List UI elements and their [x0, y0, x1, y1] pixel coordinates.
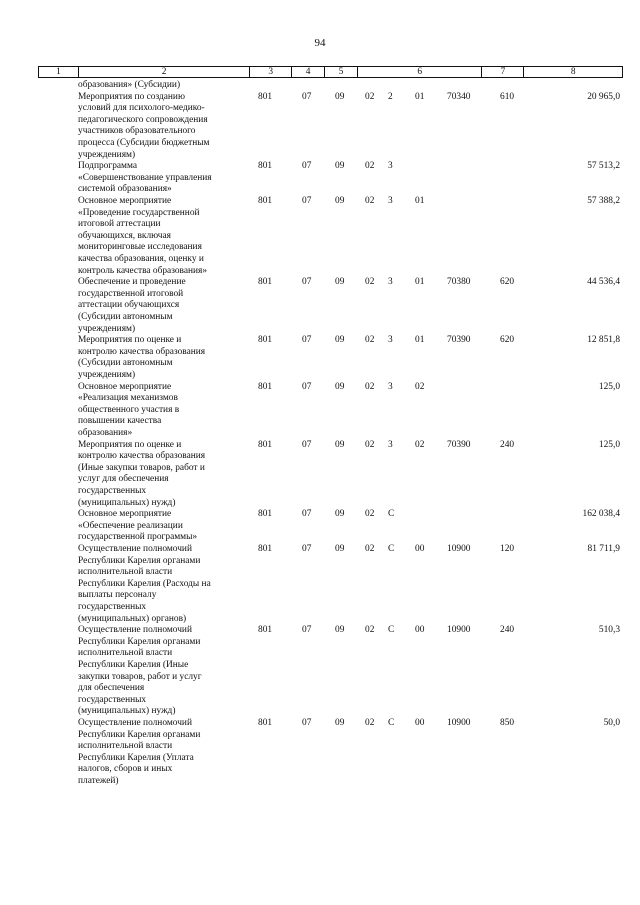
- cell-amount: 44 536,4: [587, 277, 620, 288]
- cell-col6-program: 02: [365, 196, 375, 206]
- cell-col7: 120: [500, 544, 515, 554]
- cell-name-line: Республики Карелия органами: [78, 555, 201, 566]
- cell-name-line: процесса (Субсидии бюджетным: [78, 137, 210, 148]
- cell-col6-program: 02: [365, 509, 375, 520]
- cell-name: [78, 625, 248, 718]
- cell-name-line: контролю качества образования: [78, 451, 206, 462]
- cell-col6-program: 02: [365, 544, 375, 554]
- cell-col5: 09: [335, 544, 345, 554]
- cell-name-line: повышении качества: [78, 416, 162, 427]
- cell-col6-direction: 10900: [447, 718, 471, 728]
- cell-col5: 09: [335, 196, 345, 206]
- cell-name-line: услуг для обеспечения: [78, 474, 169, 485]
- cell-name-line: Осуществление полномочий: [78, 544, 192, 554]
- cell-name-line: аттестации обучающихся: [78, 300, 180, 311]
- cell-name-line: обучающихся, включая: [78, 230, 171, 241]
- cell-name-line: качества образования, оценку и: [78, 253, 204, 264]
- cell-name-line: закупки товаров, работ и услуг: [78, 671, 202, 682]
- table-header: [38, 66, 623, 78]
- cell-name-line: общественного участия в: [78, 404, 180, 415]
- cell-name-line: мониторинговые исследования: [78, 242, 202, 253]
- cell-col6-event: 01: [415, 277, 425, 288]
- cell-name-line: учреждениям): [78, 369, 136, 380]
- cell-col6-direction: 70380: [447, 277, 471, 288]
- cell-name-line: системой образования»: [78, 184, 172, 195]
- cell-name: [78, 92, 248, 162]
- cell-col4: 07: [302, 544, 312, 554]
- cell-col6-program: 02: [365, 625, 375, 636]
- cell-col6-subprogram: 3: [388, 161, 393, 172]
- header-col-7: 7: [482, 67, 524, 77]
- cell-col4: 07: [302, 439, 312, 450]
- cell-col6-direction: 10900: [447, 625, 471, 636]
- cell-name-line: государственных: [78, 601, 147, 612]
- cell-name-line: (Иные закупки товаров, работ и: [78, 462, 205, 473]
- cell-name-line: педагогического сопровождения: [78, 114, 208, 125]
- cell-col6-event: 01: [415, 335, 425, 346]
- cell-name-line: участников образовательного: [78, 126, 196, 137]
- cell-amount: 81 711,9: [587, 544, 620, 554]
- cell-col3: 801: [258, 439, 273, 450]
- cell-col5: 09: [335, 277, 345, 288]
- cell-col6-event: 02: [415, 381, 425, 392]
- cell-name-line: контролю качества образования: [78, 346, 206, 357]
- cell-col6-program: 02: [365, 439, 375, 450]
- cell-col6-event: 02: [415, 439, 425, 450]
- cell-col3: 801: [258, 718, 273, 728]
- cell-name-line: Мероприятия по созданию: [78, 91, 185, 102]
- cell-col6-subprogram: С: [388, 509, 395, 520]
- cell-name: [78, 161, 248, 196]
- cell-name-line: исполнительной власти: [78, 567, 173, 578]
- cell-name-line: образования» (Субсидии): [78, 80, 181, 90]
- header-col-6: 6: [358, 67, 483, 77]
- cell-col5: 09: [335, 509, 345, 520]
- cell-col6-subprogram: 2: [388, 91, 393, 102]
- cell-col5: 09: [335, 91, 345, 102]
- cell-name-line: учреждениям): [78, 323, 136, 334]
- header-col-3: 3: [250, 67, 292, 77]
- cell-name-line: образования»: [78, 427, 133, 438]
- cell-name-line: контроль качества образования»: [78, 265, 208, 276]
- cell-amount: 57 513,2: [587, 161, 620, 172]
- cell-col7: 620: [500, 277, 515, 288]
- cell-col4: 07: [302, 381, 312, 392]
- cell-name-line: Мероприятия по оценке и: [78, 439, 182, 450]
- cell-name-line: «Совершенствование управления: [78, 172, 212, 183]
- cell-col6-subprogram: 3: [388, 381, 393, 392]
- cell-col5: 09: [335, 718, 345, 728]
- header-col-1: 1: [39, 67, 79, 77]
- cell-col7: 240: [500, 625, 515, 636]
- cell-col6-subprogram: 3: [388, 196, 393, 206]
- cell-col4: 07: [302, 91, 312, 102]
- cell-col4: 07: [302, 509, 312, 520]
- cell-name-line: (муниципальных) нужд): [78, 497, 176, 508]
- cell-col4: 07: [302, 718, 312, 728]
- cell-name-line: Республики Карелия (Уплата: [78, 752, 194, 763]
- header-col-8: 8: [570, 67, 576, 77]
- cell-name-line: Осуществление полномочий: [78, 718, 192, 728]
- cell-name-line: «Проведение государственной: [78, 207, 200, 218]
- cell-col4: 07: [302, 277, 312, 288]
- cell-col6-subprogram: С: [388, 544, 395, 554]
- cell-name-line: Республики Карелия органами: [78, 729, 201, 740]
- cell-amount: 20 965,0: [587, 91, 620, 102]
- cell-amount: 125,0: [598, 439, 620, 450]
- cell-name: [78, 277, 248, 335]
- cell-name-line: Обеспечение и проведение: [78, 277, 186, 288]
- cell-col4: 07: [302, 161, 312, 172]
- cell-name-line: (муниципальных) органов): [78, 613, 187, 624]
- cell-amount: 162 038,4: [582, 509, 620, 520]
- cell-name-line: Основное мероприятие: [78, 196, 172, 206]
- cell-col6-direction: 10900: [447, 544, 471, 554]
- cell-name-line: (Субсидии автономным: [78, 358, 173, 369]
- cell-col6-program: 02: [365, 381, 375, 392]
- cell-col7: 610: [500, 91, 515, 102]
- cell-col6-event: 01: [415, 91, 425, 102]
- header-col-2: 2: [79, 67, 250, 77]
- cell-col7: 850: [500, 718, 515, 728]
- cell-col7: 240: [500, 439, 515, 450]
- cell-col5: 09: [335, 161, 345, 172]
- cell-name-line: Республики Карелия (Иные: [78, 659, 189, 670]
- cell-name: [78, 718, 248, 788]
- cell-name-line: Республики Карелия (Расходы на: [78, 578, 211, 589]
- cell-amount: 125,0: [598, 381, 620, 392]
- cell-name: [78, 544, 248, 625]
- cell-col6-subprogram: 3: [388, 439, 393, 450]
- cell-col6-subprogram: С: [388, 625, 395, 636]
- cell-col4: 07: [302, 625, 312, 636]
- cell-name-line: «Обеспечение реализации: [78, 520, 183, 531]
- cell-amount: 50,0: [603, 718, 620, 728]
- cell-col3: 801: [258, 91, 273, 102]
- cell-name-line: государственной программы»: [78, 532, 198, 543]
- cell-col3: 801: [258, 509, 273, 520]
- cell-col3: 801: [258, 544, 273, 554]
- cell-name-line: платежей): [78, 775, 119, 786]
- cell-name-line: Подпрограмма: [78, 161, 138, 172]
- cell-name-line: Республики Карелия органами: [78, 636, 201, 647]
- header-col-4: 4: [292, 67, 325, 77]
- cell-name: [78, 509, 248, 544]
- cell-name: [78, 80, 248, 92]
- cell-col5: 09: [335, 625, 345, 636]
- cell-name: [78, 440, 248, 510]
- cell-col6-program: 02: [365, 277, 375, 288]
- cell-name-line: Основное мероприятие: [78, 509, 172, 520]
- cell-col6-program: 02: [365, 161, 375, 172]
- header-col-5: 5: [325, 67, 358, 77]
- cell-col6-program: 02: [365, 91, 375, 102]
- cell-col6-event: 00: [415, 718, 425, 728]
- cell-col5: 09: [335, 335, 345, 346]
- cell-name-line: условий для психолого-медико-: [78, 103, 205, 114]
- cell-col3: 801: [258, 381, 273, 392]
- cell-name: [78, 335, 248, 381]
- cell-amount: 510,3: [598, 625, 620, 636]
- cell-name-line: исполнительной власти: [78, 741, 173, 752]
- cell-name-line: Основное мероприятие: [78, 381, 172, 392]
- cell-amount: 12 851,8: [587, 335, 620, 346]
- cell-name-line: «Реализация механизмов: [78, 393, 178, 404]
- cell-col7: 620: [500, 335, 515, 346]
- cell-col6-subprogram: 3: [388, 335, 393, 346]
- cell-name-line: (Субсидии автономным: [78, 311, 173, 322]
- cell-name: [78, 382, 248, 440]
- cell-name-line: Осуществление полномочий: [78, 625, 192, 636]
- cell-col3: 801: [258, 335, 273, 346]
- cell-col5: 09: [335, 439, 345, 450]
- cell-name-line: государственной итоговой: [78, 288, 184, 299]
- cell-name-line: Мероприятия по оценке и: [78, 335, 182, 346]
- cell-col6-event: 00: [415, 625, 425, 636]
- cell-name-line: (муниципальных) нужд): [78, 706, 176, 717]
- cell-name-line: исполнительной власти: [78, 648, 173, 659]
- cell-name-line: для обеспечения: [78, 683, 145, 694]
- cell-col6-direction: 70390: [447, 439, 471, 450]
- cell-col3: 801: [258, 277, 273, 288]
- cell-col6-event: 01: [415, 196, 425, 206]
- cell-amount: 57 388,2: [587, 196, 620, 206]
- cell-name-line: итоговой аттестации: [78, 219, 161, 230]
- cell-col3: 801: [258, 161, 273, 172]
- cell-col6-subprogram: 3: [388, 277, 393, 288]
- page-number: 94: [314, 37, 326, 49]
- cell-name-line: государственных: [78, 694, 147, 705]
- cell-col6-program: 02: [365, 335, 375, 346]
- cell-col3: 801: [258, 196, 273, 206]
- cell-col5: 09: [335, 381, 345, 392]
- cell-col6-program: 02: [365, 718, 375, 728]
- cell-name-line: государственных: [78, 485, 147, 496]
- cell-col6-event: 00: [415, 544, 425, 554]
- cell-col6-subprogram: С: [388, 718, 395, 728]
- cell-name-line: учреждениям): [78, 149, 136, 160]
- cell-col3: 801: [258, 625, 273, 636]
- cell-name-line: выплаты персоналу: [78, 590, 157, 601]
- cell-name: [78, 196, 248, 277]
- cell-col4: 07: [302, 335, 312, 346]
- cell-col4: 07: [302, 196, 312, 206]
- cell-col6-direction: 70340: [447, 91, 471, 102]
- cell-name-line: налогов, сборов и иных: [78, 764, 173, 775]
- cell-col6-direction: 70390: [447, 335, 471, 346]
